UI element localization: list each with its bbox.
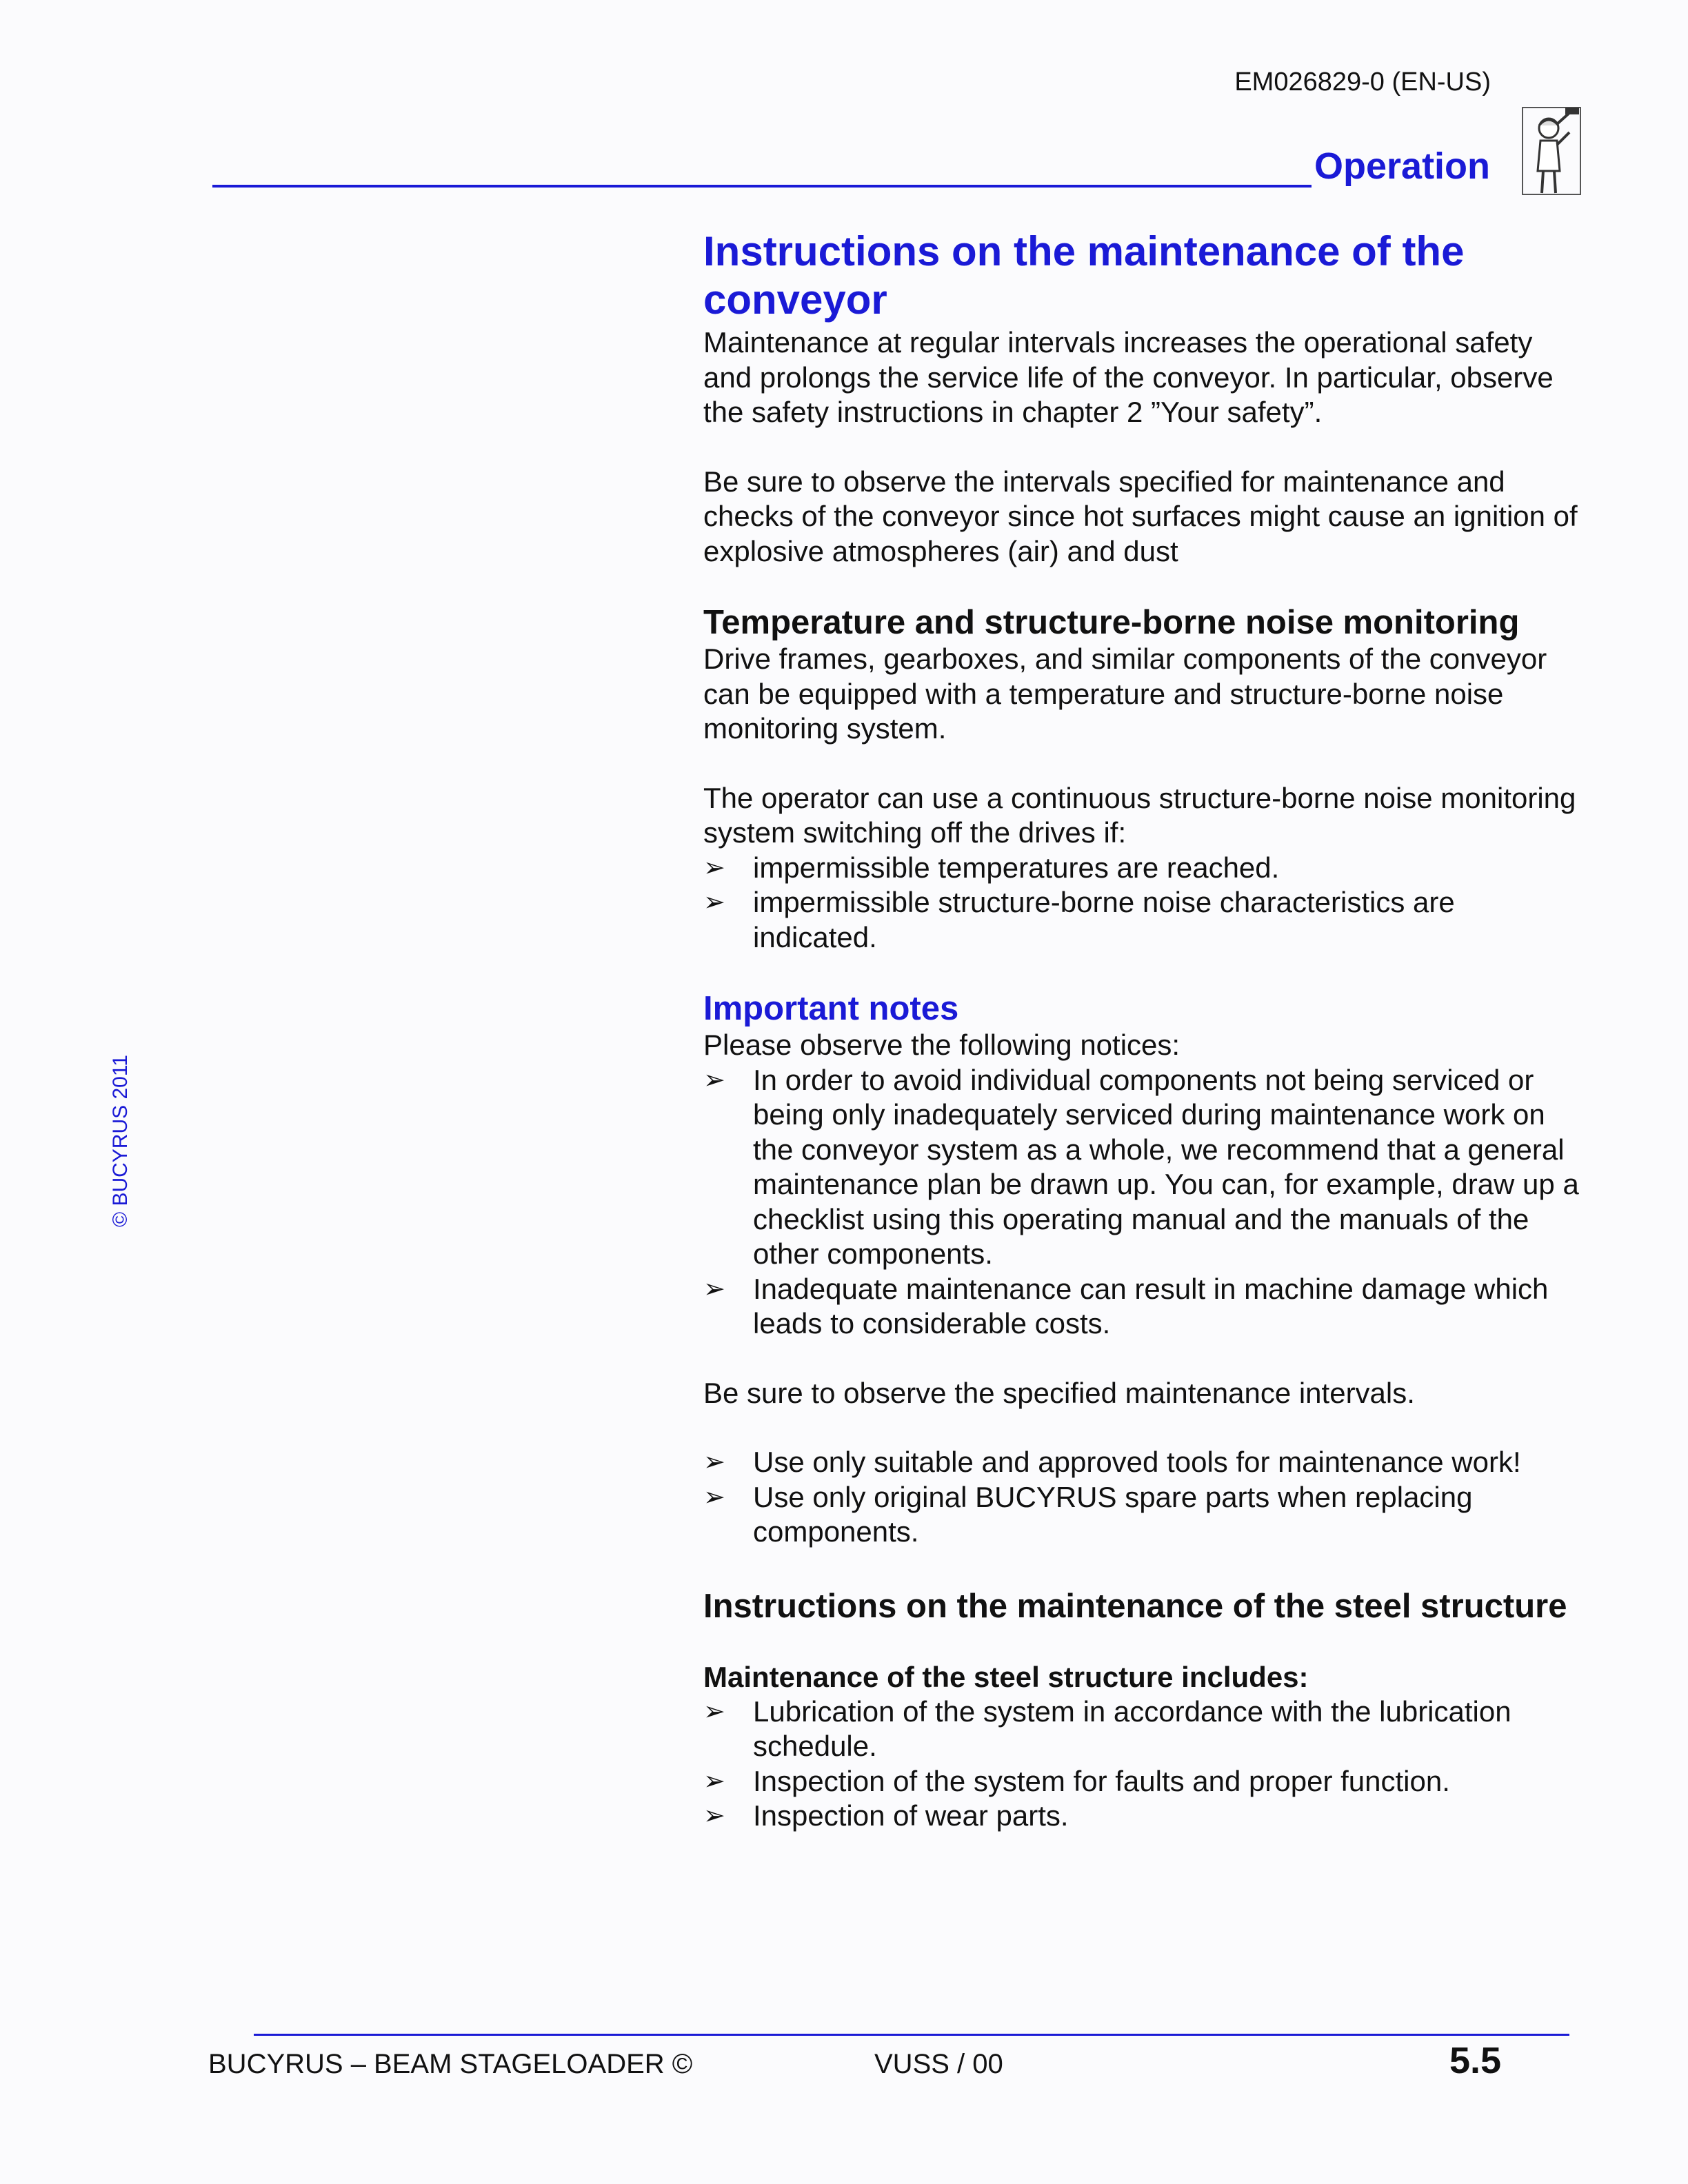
temperature-heading: Temperature and structure-borne noise monitoring [703,604,1520,641]
arrow-bullet-icon: ➢ [703,888,725,917]
intro-paragraph-2: Be sure to observe the intervals specified for maintenance and checks of the conveyor since hot surfaces might cause an ignition of explosive atmospheres (air) and dust [703,465,1578,567]
list-item: ➢ impermissible structure-borne noise characteristics are indicated. [703,886,1455,953]
main-content [703,221,1586,1834]
arrow-bullet-icon: ➢ [703,1448,725,1477]
maintenance-intervals-paragraph: Be sure to observe the specified maintenance intervals. [703,1376,1415,1409]
arrow-bullet-icon: ➢ [703,1065,725,1095]
tools-list [703,1445,1586,1550]
list-item: ➢ In order to avoid individual components not being serviced or being only inadequately serviced during maintenance work on the conveyor system as a whole, we recommend that a general maintenance plan be drawn up. You can, for example, draw up a checklist using this operating manual and the manuals of the other components. [703,1063,1579,1270]
notes-list [703,1063,1586,1342]
temperature-list [703,851,1586,956]
steel-structure-heading: Instructions on the maintenance of the steel structure [703,1587,1567,1625]
footer-product: BUCYRUS – BEAM STAGELOADER © [208,2049,693,2079]
notes-intro: Please observe the following notices: [703,1029,1180,1061]
arrow-bullet-icon: ➢ [703,1766,725,1796]
footer-rule [254,2034,1569,2036]
arrow-bullet-icon: ➢ [703,1801,725,1830]
arrow-bullet-icon: ➢ [703,1697,725,1726]
temperature-paragraph-2: The operator can use a continuous structure-borne noise monitoring system switching off the drives if: [703,781,1576,849]
important-notes-heading: Important notes [703,990,959,1027]
section-title: Operation [1314,145,1491,187]
intro-paragraph-1: Maintenance at regular intervals increases the operational safety and prolongs the service life of the conveyor. In particular, observe the safety instructions in chapter 2 ”Your safety”. [703,326,1554,428]
document-id: EM026829-0 (EN-US) [1234,68,1491,97]
arrow-bullet-icon: ➢ [703,853,725,882]
mechanic-figure-icon [1521,105,1583,197]
steel-structure-subheading: Maintenance of the steel structure includes: [703,1660,1309,1693]
footer-revision: VUSS / 00 [874,2049,1003,2079]
steel-structure-list [703,1695,1586,1834]
list-item: ➢ Lubrication of the system in accordance with the lubrication schedule. [703,1695,1511,1762]
arrow-bullet-icon: ➢ [703,1482,725,1512]
list-item: ➢ Use only suitable and approved tools for maintenance work! [703,1445,1586,1480]
copyright-notice: © BUCYRUS 2011 [109,1055,132,1227]
arrow-bullet-icon: ➢ [703,1274,725,1304]
temperature-paragraph-1: Drive frames, gearboxes, and similar components of the conveyor can be equipped with a temperature and structure-borne noise monitoring system. [703,643,1547,745]
page-number: 5.5 [1449,2040,1502,2081]
header-rule [212,185,1312,188]
page-title: Instructions on the maintenance of the conveyor [703,228,1465,323]
list-item: ➢ impermissible temperatures are reached. [703,851,1586,886]
list-item: ➢ Inspection of wear parts. [703,1799,1586,1834]
list-item: ➢ Use only original BUCYRUS spare parts when replacing components. [703,1480,1473,1548]
list-item: ➢ Inspection of the system for faults and proper function. [703,1764,1586,1799]
list-item: ➢ Inadequate maintenance can result in machine damage which leads to considerable costs. [703,1272,1549,1339]
